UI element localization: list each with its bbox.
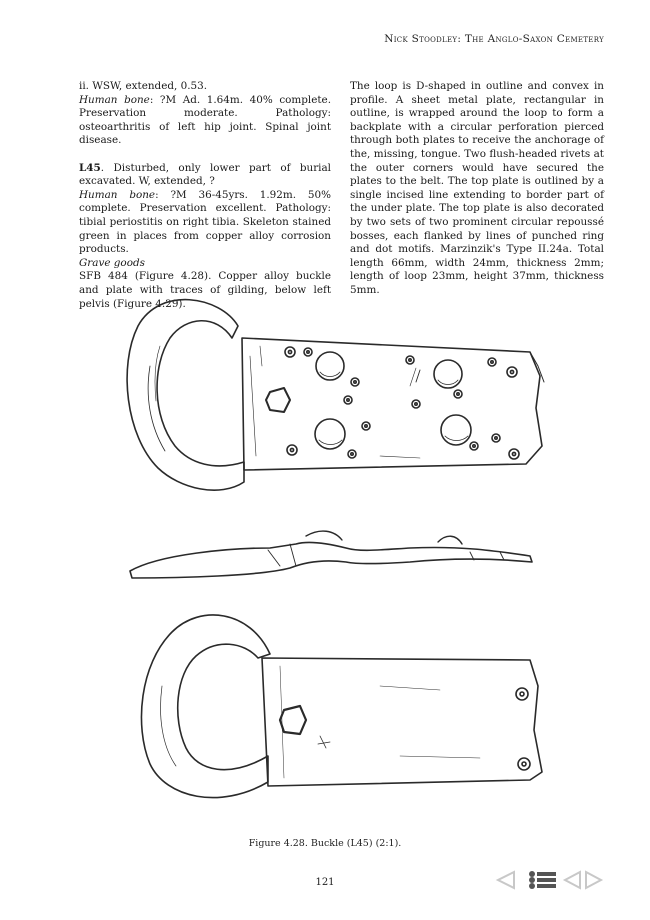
running-head: Nick Stoodley: The Anglo-Saxon Cemetery <box>384 33 604 45</box>
buckle-description: The loop is D-shaped in outline and convex in profile. A sheet metal plate, rectangular in outline, is wrapped around the loop to form a backplate with a circular perforation pierced through both plates to receive the anchorage of the, missing, tongue. Two flush-headed rivets at the outer corners would have secured the plates to the belt. The top plate is outlined by a single incised line extending to border part of the under plate. The top plate is also decorated by two sets of two prominent circular repoussé bosses, each flanked by lines of punched ring and dot motifs. Marzinzik's Type II.24a. Total length 66mm, width 24mm, thickness 2mm; length of loop 23mm, height 37mm, thickness 5mm. <box>350 80 604 296</box>
tongue-perforation <box>280 706 306 734</box>
tongue-perforation <box>266 388 290 412</box>
rivet <box>285 347 295 357</box>
human-bone-text-l45: : ?M 36-45yrs. 1.92m. 50% complete. Preservation excellent. Pathology: tibial periostitis on right tibia. Skeleton stained green in places from copper alloy corrosion products. <box>79 188 331 256</box>
buckle-drawing <box>120 286 560 831</box>
next-page-icon[interactable] <box>584 869 604 891</box>
left-column <box>79 80 331 311</box>
grave-goods-text: SFB 484 (Figure 4.28). Copper alloy buckle and plate with traces of gilding, below left pelvis (Figure 4.29). <box>79 270 331 310</box>
rivet <box>507 367 517 377</box>
rivet <box>509 449 519 459</box>
buckle-side-profile <box>130 531 532 578</box>
previous-page-icon[interactable] <box>562 869 582 891</box>
figure-caption: Figure 4.28. Buckle (L45) (2:1). <box>248 838 402 849</box>
page-navigation <box>494 869 604 891</box>
human-bone-label: Human bone <box>79 93 150 106</box>
burial-orientation: ii. WSW, extended, 0.53. <box>79 80 208 92</box>
rivet <box>518 758 530 770</box>
loop-top-view <box>127 300 244 491</box>
boss <box>316 352 344 380</box>
paragraph-burial-end <box>79 80 331 148</box>
buckle-figure <box>120 286 560 831</box>
burial-id: L45 <box>79 161 101 174</box>
contents-icon[interactable] <box>528 869 558 891</box>
boss <box>434 360 462 388</box>
human-bone-label-l45: Human bone <box>79 188 156 201</box>
grave-goods-label: Grave goods <box>79 256 145 269</box>
human-bone-text: : ?M Ad. 1.64m. 40% complete. Preservation moderate. Pathology: osteoarthritis of left hip joint. Spinal joint disease. <box>79 93 331 147</box>
rivet <box>287 445 297 455</box>
first-page-icon[interactable] <box>494 869 516 891</box>
page-number: 121 <box>315 877 335 888</box>
rivet <box>516 688 528 700</box>
right-column <box>350 80 604 298</box>
burial-description: . Disturbed, only lower part of burial excavated. W, extended, ? <box>79 161 331 188</box>
